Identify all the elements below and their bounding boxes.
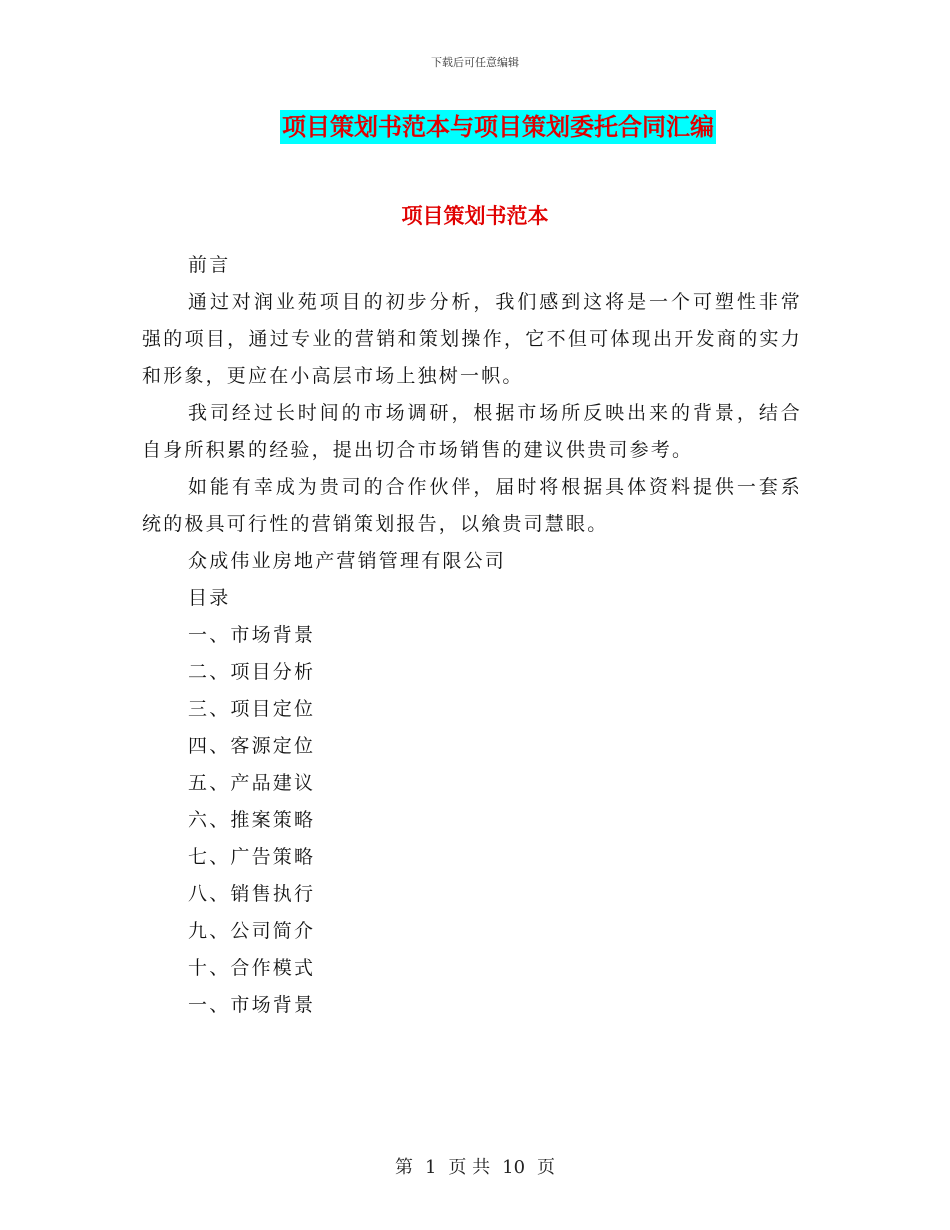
toc-item: 二、项目分析 [188, 661, 316, 683]
preface-heading: 前言 [188, 254, 231, 276]
section-heading: 一、市场背景 [188, 994, 316, 1016]
paragraph-2: 我司经过长时间的市场调研，根据市场所反映出来的背景，结合自身所积累的经验，提出切合市场销售的建议供贵司参考。 [142, 402, 802, 461]
toc-item: 一、市场背景 [188, 624, 316, 646]
toc-item: 三、项目定位 [188, 698, 316, 720]
company-name: 众成伟业房地产营销管理有限公司 [188, 550, 507, 572]
main-title-wrap [0, 110, 950, 144]
page-footer [0, 1153, 950, 1179]
main-title: 项目策划书范本与项目策划委托合同汇编 [280, 110, 716, 144]
footer-middle: 页 共 [448, 1157, 491, 1178]
document-body [142, 247, 802, 1024]
footer-prefix: 第 [394, 1157, 413, 1178]
toc-item: 十、合作模式 [188, 957, 316, 979]
paragraph-1: 通过对润业苑项目的初步分析，我们感到这将是一个可塑性非常强的项目，通过专业的营销和策划操作，它不但可体现出开发商的实力和形象，更应在小高层市场上独树一帜。 [142, 291, 802, 387]
footer-total-pages: 10 [502, 1157, 526, 1178]
toc-list [142, 617, 802, 987]
toc-heading: 目录 [188, 587, 231, 609]
toc-item: 七、广告策略 [188, 846, 316, 868]
toc-item: 五、产品建议 [188, 772, 316, 794]
footer-suffix: 页 [537, 1157, 556, 1178]
toc-item: 八、销售执行 [188, 883, 316, 905]
toc-item: 六、推案策略 [188, 809, 316, 831]
paragraph-3: 如能有幸成为贵司的合作伙伴，届时将根据具体资料提供一套系统的极具可行性的营销策划报告，以飨贵司慧眼。 [142, 476, 802, 535]
toc-item: 九、公司简介 [188, 920, 316, 942]
footer-page-number: 1 [424, 1157, 437, 1178]
header-note: 下载后可任意编辑 [431, 56, 519, 69]
sub-title: 项目策划书范本 [401, 203, 549, 228]
toc-item: 四、客源定位 [188, 735, 316, 757]
